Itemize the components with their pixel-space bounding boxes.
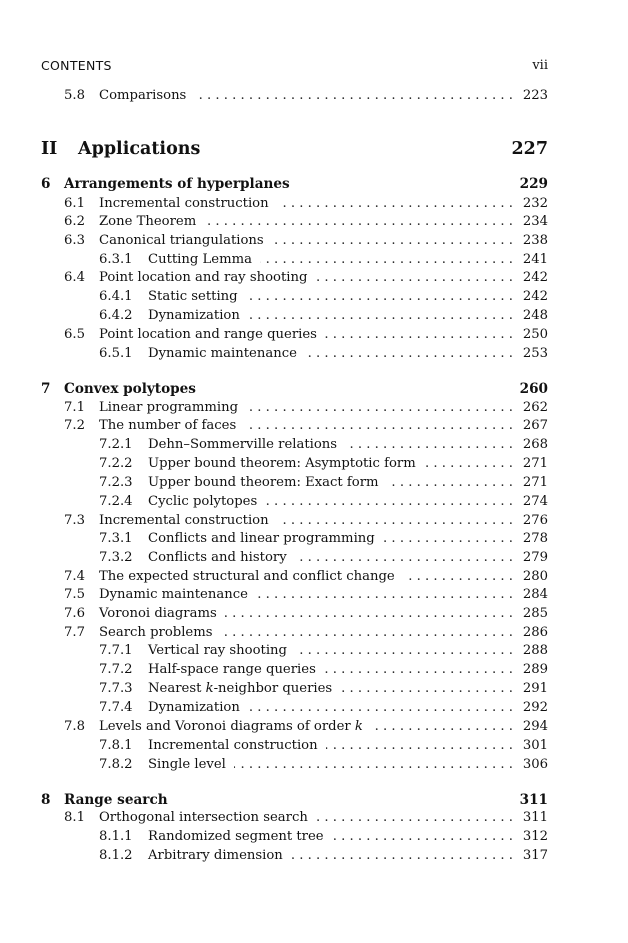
toc-entry-page: 285 (522, 606, 548, 621)
toc-entry-chap (0, 176, 628, 194)
toc-entry-sub (0, 738, 628, 756)
toc-leader-dots (248, 700, 513, 718)
toc-leader-dots (295, 643, 513, 661)
toc-entry-title: Point location and ray shooting (99, 270, 308, 285)
toc-entry-page: 223 (522, 88, 548, 103)
toc-entry-title: Convex polytopes (64, 381, 196, 397)
toc-entry-sub (0, 848, 628, 866)
toc-entry-page: 301 (522, 738, 548, 753)
toc-entry-number: 7.8.1 (99, 738, 133, 753)
toc-entry-title: Half-space range queries (148, 662, 316, 677)
toc-entry-title: Vertical ray shooting (148, 643, 287, 658)
toc-entry-page: 229 (519, 176, 548, 192)
toc-entry-number: 8.1.1 (99, 829, 133, 844)
toc-entry-number: 7.3 (64, 513, 85, 528)
toc-entry-page: 250 (522, 327, 548, 342)
toc-entry-sec (0, 719, 628, 737)
toc-entry-chap (0, 792, 628, 810)
toc-entry-sub (0, 494, 628, 512)
toc-entry-number: 7.8 (64, 719, 85, 734)
toc-entry-part (0, 139, 628, 163)
toc-leader-dots (340, 681, 513, 699)
toc-entry-title: Incremental construction (99, 513, 269, 528)
toc-entry-sub (0, 681, 628, 699)
toc-leader-dots (244, 418, 513, 436)
toc-entry-sec (0, 270, 628, 288)
toc-leader-dots (291, 848, 513, 866)
toc-entry-title: Upper bound theorem: Asymptotic form (148, 456, 416, 471)
toc-entry-sub (0, 308, 628, 326)
toc-entry-number: 7.7.3 (99, 681, 133, 696)
toc-entry-page: 262 (522, 400, 548, 415)
toc-entry-title: Dynamization (148, 308, 240, 323)
toc-entry-title: Levels and Voronoi diagrams of order k (99, 719, 363, 734)
toc-entry-number: 7.2.4 (99, 494, 133, 509)
toc-entry-page: 286 (522, 625, 548, 640)
toc-entry-sub (0, 829, 628, 847)
toc-entry-sec (0, 569, 628, 587)
toc-entry-title: The number of faces (99, 418, 237, 433)
toc-entry-sub (0, 757, 628, 775)
toc-entry-page: 306 (522, 757, 548, 772)
toc-entry-sub (0, 700, 628, 718)
toc-entry-chap (0, 381, 628, 399)
toc-entry-page: 311 (522, 810, 548, 825)
toc-entry-sec (0, 400, 628, 418)
running-head-page: vii (532, 58, 548, 73)
toc-entry-title: Conflicts and linear programming (148, 531, 375, 546)
toc-entry-title: Conflicts and history (148, 550, 287, 565)
toc-entry-sec (0, 327, 628, 345)
toc-entry-title: Incremental construction (148, 738, 318, 753)
toc-entry-sub (0, 662, 628, 680)
toc-entry-number: 6.5 (64, 327, 85, 342)
toc-entry-sub (0, 475, 628, 493)
toc-entry-sec (0, 587, 628, 605)
toc-leader-dots (277, 513, 513, 531)
toc-entry-number: 6.4.1 (99, 289, 133, 304)
toc-leader-dots (305, 346, 513, 364)
toc-entry-number: 7.7.1 (99, 643, 133, 658)
toc-entry-page: 242 (522, 289, 548, 304)
toc-entry-number: 6.4.2 (99, 308, 133, 323)
toc-entry-page: 311 (519, 792, 548, 808)
toc-leader-dots (316, 810, 513, 828)
toc-entry-title: Cutting Lemma (148, 252, 252, 267)
toc-entry-number: 7.1 (64, 400, 85, 415)
toc-entry-number: 8.1 (64, 810, 85, 825)
toc-entry-sec (0, 214, 628, 232)
toc-entry-number: 7.7 (64, 625, 85, 640)
toc-leader-dots (332, 829, 513, 847)
toc-entry-number: 6.4 (64, 270, 85, 285)
toc-leader-dots (221, 625, 513, 643)
toc-leader-dots (403, 569, 513, 587)
toc-entry-number: 6.3.1 (99, 252, 133, 267)
toc-entry-number: 7.7.4 (99, 700, 133, 715)
toc-entry-sub (0, 643, 628, 661)
toc-entry-number: 7.2.3 (99, 475, 133, 490)
toc-entry-page: 267 (522, 418, 548, 433)
toc-entry-title: Upper bound theorem: Exact form (148, 475, 379, 490)
running-head-title: CONTENTS (41, 58, 112, 73)
toc-entry-number: II (41, 139, 58, 159)
toc-entry-page: 276 (522, 513, 548, 528)
toc-leader-dots (324, 662, 513, 680)
toc-entry-sec (0, 418, 628, 436)
toc-entry-title: Dynamic maintenance (99, 587, 248, 602)
toc-entry-page: 234 (522, 214, 548, 229)
toc-entry-title: Arrangements of hyperplanes (64, 176, 290, 192)
running-head (41, 58, 548, 76)
toc-leader-dots (246, 400, 513, 418)
toc-entry-sec (0, 196, 628, 214)
toc-entry-number: 7.4 (64, 569, 85, 584)
toc-entry-page: 238 (522, 233, 548, 248)
toc-entry-page: 312 (522, 829, 548, 844)
toc-entry-title: Dynamic maintenance (148, 346, 297, 361)
toc-entry-number: 7.3.1 (99, 531, 133, 546)
toc-entry-page: 268 (522, 437, 548, 452)
toc-entry-page: 274 (522, 494, 548, 509)
toc-entry-title: Nearest k-neighbor queries (148, 681, 333, 696)
toc-entry-number: 8.1.2 (99, 848, 133, 863)
toc-entry-page: 292 (522, 700, 548, 715)
toc-entry-title: Arbitrary dimension (148, 848, 283, 863)
toc-entry-sec (0, 88, 628, 106)
toc-entry-title: Zone Theorem (99, 214, 197, 229)
toc-entry-number: 6.1 (64, 196, 85, 211)
toc-entry-title: Search problems (99, 625, 213, 640)
toc-entry-sec (0, 810, 628, 828)
toc-entry-page: 284 (522, 587, 548, 602)
toc-leader-dots (260, 252, 513, 270)
toc-entry-title: Point location and range queries (99, 327, 317, 342)
toc-entry-page: 280 (522, 569, 548, 584)
toc-leader-dots (272, 233, 513, 251)
toc-entry-page: 288 (522, 643, 548, 658)
toc-entry-number: 7.8.2 (99, 757, 133, 772)
toc-leader-dots (194, 88, 513, 106)
toc-entry-title: Randomized segment tree (148, 829, 324, 844)
toc-entry-page: 253 (522, 346, 548, 361)
toc-leader-dots (277, 196, 513, 214)
toc-entry-page: 291 (522, 681, 548, 696)
toc-entry-page: 232 (522, 196, 548, 211)
toc-entry-sec (0, 233, 628, 251)
toc-leader-dots (204, 214, 513, 232)
toc-entry-number: 6.5.1 (99, 346, 133, 361)
toc-entry-page: 241 (522, 252, 548, 267)
toc-leader-dots (234, 757, 513, 775)
toc-entry-title: Range search (64, 792, 168, 808)
toc-entry-title: Dehn–Sommerville relations (148, 437, 338, 452)
toc-entry-number: 6 (41, 176, 51, 192)
toc-entry-number: 7.2.2 (99, 456, 133, 471)
toc-entry-sub (0, 346, 628, 364)
toc-entry-title: The expected structural and conflict change (99, 569, 395, 584)
toc-leader-dots (248, 308, 513, 326)
toc-entry-title: Single level (148, 757, 226, 772)
toc-entry-title: Canonical triangulations (99, 233, 264, 248)
toc-entry-title: Dynamization (148, 700, 240, 715)
toc-entry-number: 7.2 (64, 418, 85, 433)
toc-leader-dots (225, 606, 513, 624)
toc-entry-sub (0, 437, 628, 455)
toc-entry-sec (0, 606, 628, 624)
toc-leader-dots (326, 738, 513, 756)
toc-entry-number: 7.2.1 (99, 437, 133, 452)
toc-entry-title: Voronoi diagrams (99, 606, 217, 621)
toc-entry-page: 260 (519, 381, 548, 397)
toc-entry-number: 7 (41, 381, 51, 397)
toc-entry-sec (0, 513, 628, 531)
toc-entry-page: 271 (522, 475, 548, 490)
toc-entry-page: 294 (522, 719, 548, 734)
toc-entry-sub (0, 456, 628, 474)
toc-entry-page: 278 (522, 531, 548, 546)
toc-entry-page: 271 (522, 456, 548, 471)
toc-entry-number: 6.2 (64, 214, 85, 229)
toc-leader-dots (246, 289, 513, 307)
toc-entry-number: 8 (41, 792, 51, 808)
toc-entry-number: 7.6 (64, 606, 85, 621)
toc-entry-number: 7.3.2 (99, 550, 133, 565)
toc-entry-sub (0, 252, 628, 270)
toc-entry-number: 7.7.2 (99, 662, 133, 677)
toc-leader-dots (383, 531, 513, 549)
toc-leader-dots (256, 587, 513, 605)
toc-entry-title: Incremental construction (99, 196, 269, 211)
toc-entry-sec (0, 625, 628, 643)
toc-leader-dots (265, 494, 513, 512)
toc-entry-page: 242 (522, 270, 548, 285)
toc-leader-dots (295, 550, 513, 568)
toc-entry-number: 5.8 (64, 88, 85, 103)
toc-entry-page: 227 (511, 139, 548, 159)
toc-entry-title: Orthogonal intersection search (99, 810, 308, 825)
toc-leader-dots (315, 270, 513, 288)
toc-entry-sub (0, 550, 628, 568)
toc-entry-number: 7.5 (64, 587, 85, 602)
toc-entry-page: 317 (522, 848, 548, 863)
toc-entry-title: Linear programming (99, 400, 239, 415)
toc-entry-title: Applications (78, 139, 201, 159)
toc-leader-dots (424, 456, 513, 474)
toc-entry-title: Comparisons (99, 88, 187, 103)
toc-entry-page: 279 (522, 550, 548, 565)
toc-entry-number: 6.3 (64, 233, 85, 248)
toc-leader-dots (387, 475, 513, 493)
toc-entry-page: 289 (522, 662, 548, 677)
toc-leader-dots (345, 437, 513, 455)
toc-entry-sub (0, 531, 628, 549)
toc-entry-title: Static setting (148, 289, 238, 304)
toc-entry-title: Cyclic polytopes (148, 494, 258, 509)
toc-leader-dots (371, 719, 513, 737)
toc-entry-page: 248 (522, 308, 548, 323)
toc-entry-sub (0, 289, 628, 307)
toc-leader-dots (325, 327, 513, 345)
